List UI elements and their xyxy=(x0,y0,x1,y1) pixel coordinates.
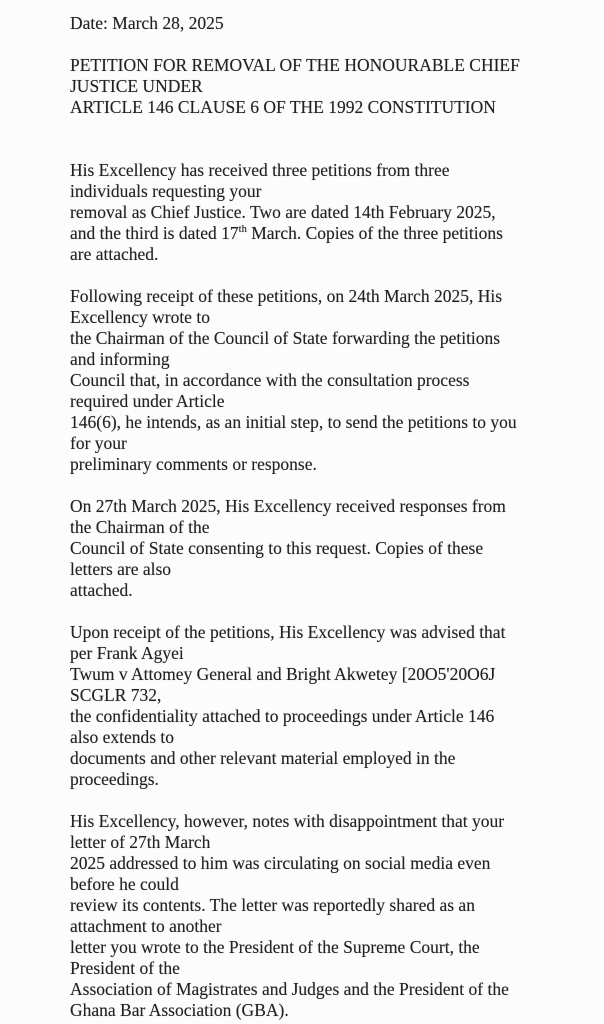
document-title: PETITION FOR REMOVAL OF THE HONOURABLE CHIEF JUSTICE UNDER ARTICLE 146 CLAUSE 6 OF THE 1992 CONSTITUTION xyxy=(70,55,520,117)
paragraph-social-media-disappointment: His Excellency, however, notes with disappointment that your letter of 27th March 2025 addressed to him was circulating on social media even before he could review its contents. The letter was reportedly shared as an attachment to another letter you wrote to the President of the Supreme Court, the President of the Association of Magistrates and Judges and the President of the Ghana Bar Association (GBA). xyxy=(70,811,509,1020)
paragraph-confidentiality-advice: Upon receipt of the petitions, His Excellency was advised that per Frank Agyei Twum v Attomey General and Bright Akwetey [20O5'20O6J SCGLR 732, the confidentiality attached to proceedings under Article 146 also extends to documents and other relevant material employed in the proceedings. xyxy=(70,622,506,789)
paragraph-council-response: On 27th March 2025, His Excellency received responses from the Chairman of the Council of State consenting to this request. Copies of these letters are also attached. xyxy=(70,496,506,600)
date-line: Date: March 28, 2025 xyxy=(70,13,224,33)
paragraph-council-of-state-letter: Following receipt of these petitions, on 24th March 2025, His Excellency wrote to the Chairman of the Council of State forwarding the petitions and informing Council that, in accordance with the consultation process required under Article 146(6), he intends, as an initial step, to send the petitions to you for your preliminary comments or response. xyxy=(70,286,517,474)
paragraph-petitions-received: His Excellency has received three petitions from three individuals requesting your removal as Chief Justice. Two are dated 14th February 2025, and the third is dated 17th March. Copies of the three petitions are attached. xyxy=(70,160,503,264)
